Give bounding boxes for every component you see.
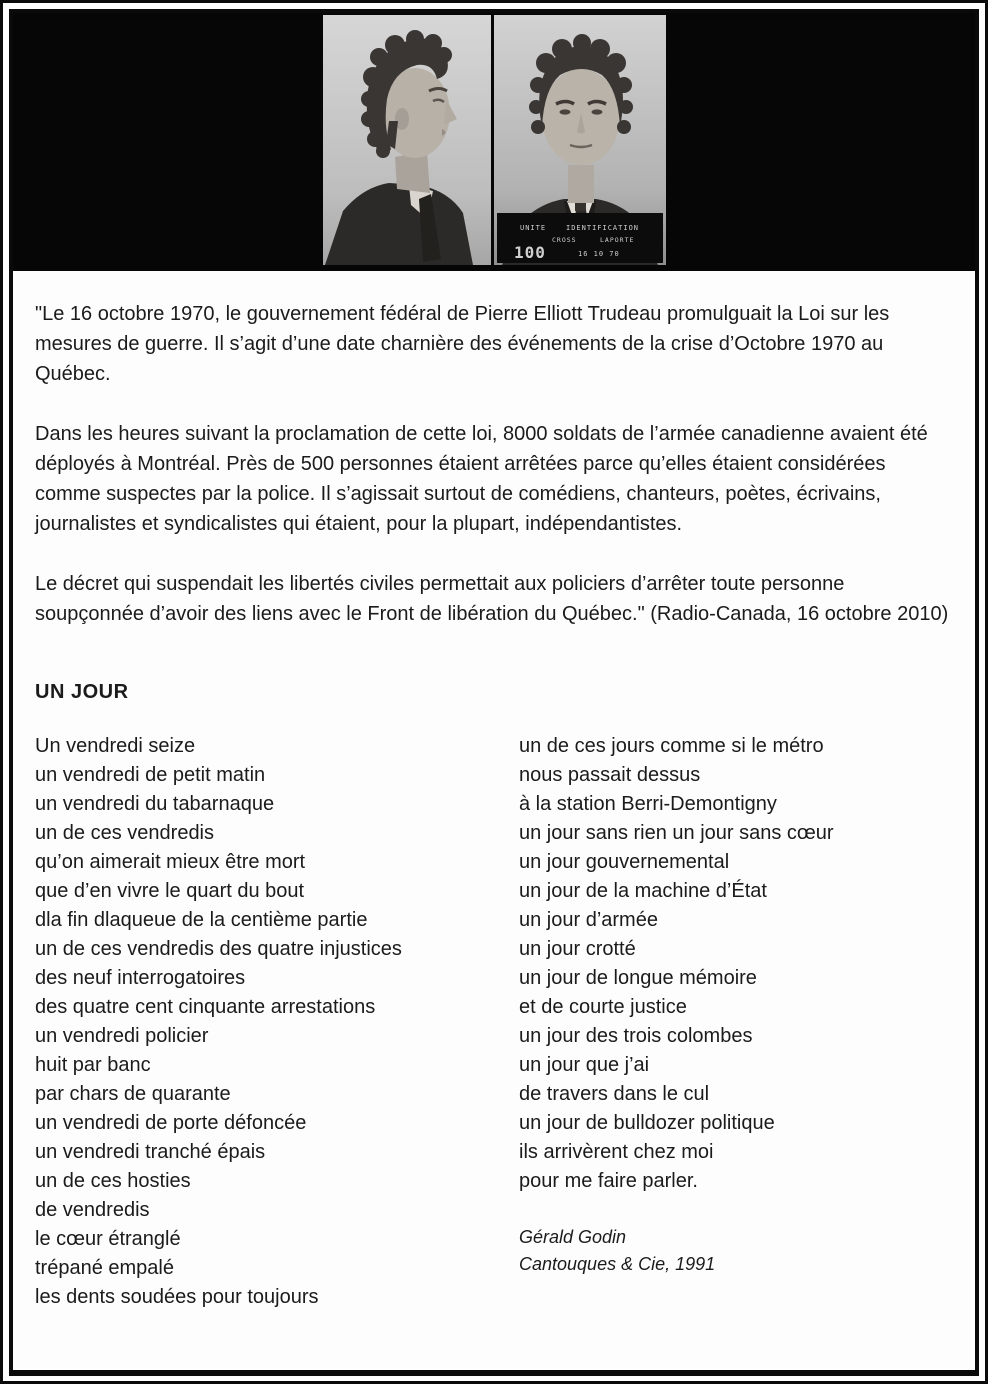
poem-line: à la station Berri-Demontigny [519,793,777,815]
quote-paragraph: Le décret qui suspendait les libertés civiles permettait aux policiers d’arrêter toute personne soupçonnée d’avoir des liens avec le Front de libération du Québec." (Radio-Canada, 16 octobre 2010) [35,573,949,625]
mugshot-frontal-photo [494,15,666,265]
poem-line: des neuf interrogatoires [35,967,246,989]
poem-line: un jour crotté [519,938,636,960]
poem-line: les dents soudées pour toujours [35,1286,319,1308]
poem-line: qu’on aimerait mieux être mort [35,851,306,873]
poem-line: un vendredi policier [35,1025,209,1047]
poem-line: huit par banc [35,1054,151,1076]
poem-line: un jour gouvernemental [519,851,730,873]
poem-line: par chars de quarante [35,1083,231,1105]
poem-line: un jour de longue mémoire [519,967,757,989]
poem-line: un de ces vendredis [35,822,215,844]
quote-paragraph: Dans les heures suivant la proclamation de cette loi, 8000 soldats de l’armée canadienne avaient été déployés à Montréal. Près de 500 personnes étaient arrêtées parce qu’elles étaient considérées comme suspectes par la police. Il s’agissait surtout de comédiens, chanteurs, poètes, écrivains, journalistes et syndicalistes qui étaient, pour la plupart, indépendantistes. [35,423,928,535]
board-number: 100 [513,243,546,262]
poem-line: un de ces hosties [35,1170,191,1192]
board-date: 16 10 70 [577,250,620,258]
poem-line: un vendredi de petit matin [35,764,266,786]
poem-line: des quatre cent cinquante arrestations [35,996,376,1018]
poem-line: dla fin dlaqueue de la centième partie [35,909,368,931]
poem-right-column-wrap [519,732,951,1312]
poem-line: trépané empalé [35,1257,174,1279]
board-unit-word: UNITE [519,224,546,232]
poem-right-column [519,732,951,1196]
board-identification-word: IDENTIFICATION [565,224,639,232]
poem-line: et de courte justice [519,996,687,1018]
poem-line: de travers dans le cul [519,1083,710,1105]
board-case-word1: CROSS [551,236,577,244]
poem-line: un vendredi tranché épais [35,1141,266,1163]
poem-line: un jour des trois colombes [519,1025,753,1047]
poem-line: pour me faire parler. [519,1170,698,1192]
poem-line: un jour de bulldozer politique [519,1112,775,1134]
mugshot-header-band [13,13,975,271]
poem-line: de vendredis [35,1199,150,1221]
poem-line: que d’en vivre le quart du bout [35,880,305,902]
attribution-work: Cantouques & Cie, 1991 [519,1254,716,1274]
poem-line: Un vendredi seize [35,735,196,757]
poem-line: un de ces jours comme si le métro [519,735,824,757]
poem-line: ils arrivèrent chez moi [519,1141,714,1163]
poem-line: nous passait dessus [519,764,701,786]
poem-line: un de ces vendredis des quatre injustices [35,938,402,960]
poem-title: UN JOUR [35,681,129,703]
poem-line: un jour d’armée [519,909,658,931]
quote-paragraph: "Le 16 octobre 1970, le gouvernement fédéral de Pierre Elliott Trudeau promulguait la Loi sur les mesures de guerre. Il s’agit d’une date charnière des événements de la crise d’Octobre 1970 au Québec. [35,303,890,385]
mugshot-profile-photo [323,15,491,265]
quote-section [35,299,951,629]
poem-left-column [35,732,519,1312]
poem-line: le cœur étranglé [35,1228,181,1250]
poem-line: un jour que j’ai [519,1054,650,1076]
poem-columns [35,732,951,1312]
poem-line: un vendredi du tabarnaque [35,793,275,815]
poem-attribution [519,1224,951,1278]
identification-board [497,213,663,263]
poem-line: un jour sans rien un jour sans cœur [519,822,834,844]
board-case-word2: LAPORTE [599,236,634,244]
page-frame [9,9,979,1376]
attribution-author: Gérald Godin [519,1227,627,1247]
poem-line: un jour de la machine d’État [519,880,767,902]
poem-line: un vendredi de porte défoncée [35,1112,307,1134]
document-body [13,271,975,1370]
